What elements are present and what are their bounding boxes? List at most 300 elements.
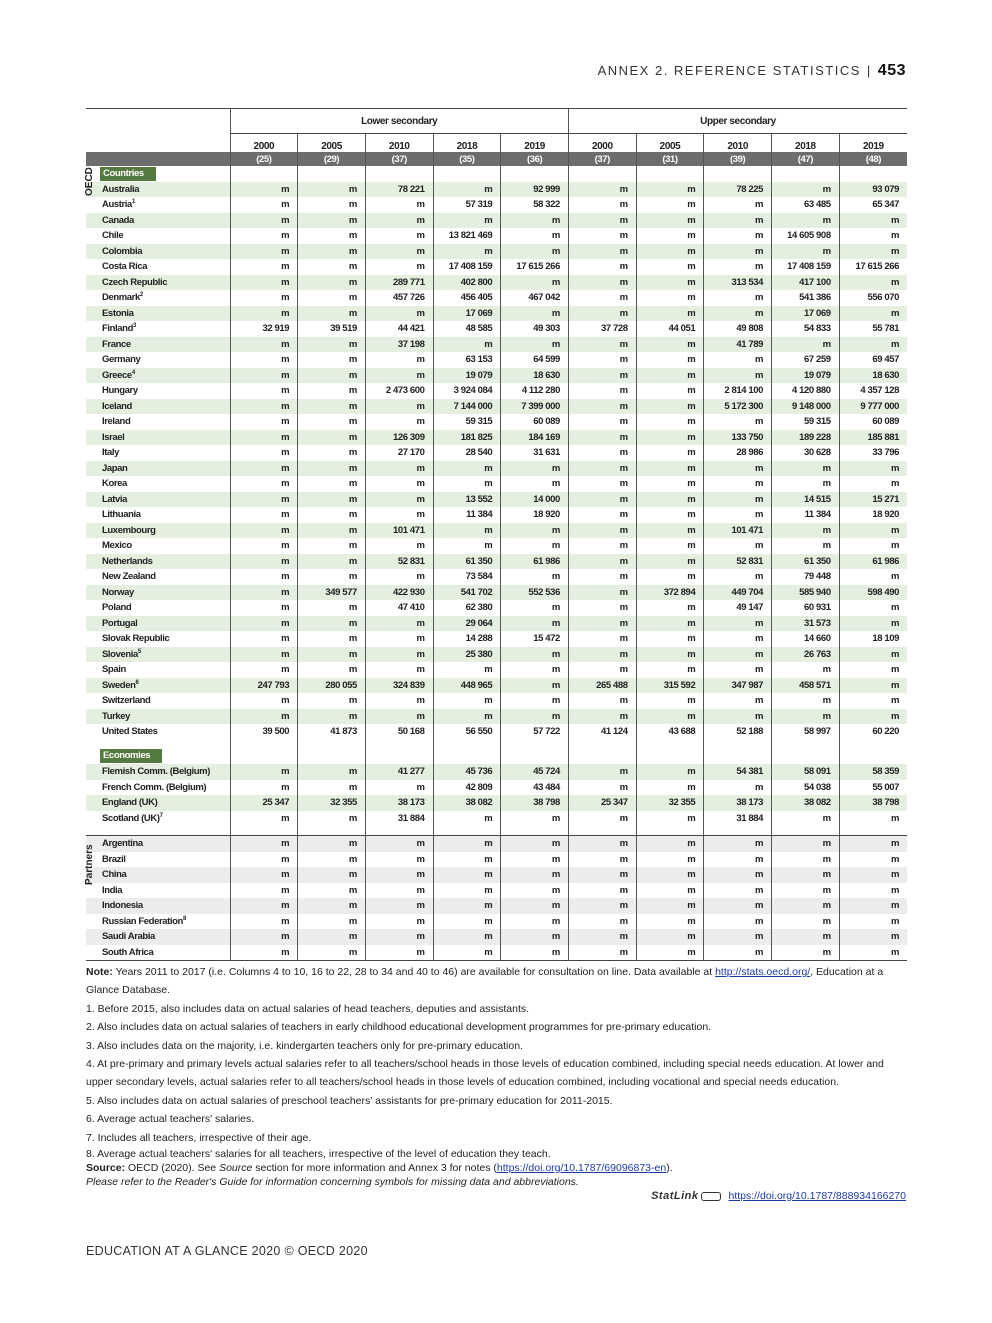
data-cell: m — [501, 244, 569, 260]
data-cell: 49 147 — [704, 600, 772, 616]
data-cell: m — [365, 693, 433, 709]
data-cell: 101 471 — [365, 523, 433, 539]
data-cell: 101 471 — [704, 523, 772, 539]
data-cell: 38 082 — [772, 795, 840, 811]
data-cell: m — [501, 883, 569, 899]
footnote: 4. At pre-primary and primary levels actual salaries refer to all teachers/school heads in those levels of education combined, including special needs education. At lower and upper secondary levels, actual salaries refer to all teachers/school heads in those levels of education combined, including vocational and special needs education. — [86, 1058, 884, 1089]
row-label: Flemish Comm. (Belgium) — [86, 764, 230, 780]
data-cell: m — [433, 213, 501, 229]
data-cell: m — [704, 929, 772, 945]
year-header: 2018 — [772, 134, 840, 153]
data-cell: m — [501, 929, 569, 945]
data-cell: m — [772, 244, 840, 260]
data-cell: m — [365, 647, 433, 663]
data-cell: m — [772, 709, 840, 725]
table-row — [86, 306, 907, 322]
data-cell: 2 473 600 — [365, 383, 433, 399]
table-row — [86, 414, 907, 430]
data-cell: 52 188 — [704, 724, 772, 740]
table-row — [86, 585, 907, 601]
data-cell: 184 169 — [501, 430, 569, 446]
data-cell: m — [839, 275, 907, 291]
header-separator: | — [866, 63, 872, 78]
data-cell: m — [298, 709, 366, 725]
data-cell: 541 386 — [772, 290, 840, 306]
data-cell: m — [230, 554, 298, 570]
data-cell: m — [636, 197, 704, 213]
data-cell: m — [433, 538, 501, 554]
row-label: China — [86, 867, 230, 883]
data-cell: m — [568, 616, 636, 632]
data-cell: m — [298, 290, 366, 306]
data-cell: m — [230, 244, 298, 260]
row-label: French Comm. (Belgium) — [102, 781, 207, 793]
data-cell: 56 550 — [433, 724, 501, 740]
data-cell: 9 777 000 — [839, 399, 907, 415]
data-cell: 45 724 — [501, 764, 569, 780]
data-cell: m — [365, 368, 433, 384]
data-cell: m — [230, 275, 298, 291]
data-cell: 58 997 — [772, 724, 840, 740]
data-cell: m — [230, 945, 298, 961]
data-cell: m — [433, 693, 501, 709]
data-cell: 42 809 — [433, 780, 501, 796]
row-label: Argentina — [86, 836, 230, 852]
data-cell: m — [772, 182, 840, 198]
table-row — [86, 244, 907, 260]
data-cell: m — [636, 914, 704, 930]
data-cell: m — [298, 852, 366, 868]
data-cell: m — [636, 811, 704, 827]
data-cell: m — [839, 616, 907, 632]
data-cell: m — [365, 867, 433, 883]
data-cell: 54 381 — [704, 764, 772, 780]
data-cell: 181 825 — [433, 430, 501, 446]
data-cell: 133 750 — [704, 430, 772, 446]
data-cell: m — [704, 228, 772, 244]
readers-guide-note: Please refer to the Reader's Guide for information concerning symbols for missing data and abbreviations. — [86, 1176, 579, 1189]
table-row — [86, 764, 907, 780]
data-cell: 280 055 — [298, 678, 366, 694]
data-cell: m — [772, 852, 840, 868]
data-cell: 63 153 — [433, 352, 501, 368]
data-cell: m — [365, 399, 433, 415]
data-cell: m — [636, 538, 704, 554]
data-cell: m — [298, 507, 366, 523]
data-cell: 18 630 — [501, 368, 569, 384]
row-label: India — [102, 884, 123, 896]
data-cell: m — [501, 811, 569, 827]
row-label: Lithuania — [102, 509, 141, 521]
data-cell: 347 987 — [704, 678, 772, 694]
data-cell: m — [230, 709, 298, 725]
data-cell: m — [230, 414, 298, 430]
data-cell: m — [365, 244, 433, 260]
data-cell: 14 000 — [501, 492, 569, 508]
data-cell: m — [365, 507, 433, 523]
data-cell: m — [704, 492, 772, 508]
statlink-url[interactable]: https://doi.org/10.1787/888934166270 — [728, 1190, 906, 1202]
data-cell: m — [433, 244, 501, 260]
column-code: (47) — [772, 152, 840, 166]
group-lower-secondary: Lower secondary — [230, 109, 568, 134]
data-cell: 38 173 — [365, 795, 433, 811]
data-cell: 11 384 — [772, 507, 840, 523]
data-cell: m — [772, 883, 840, 899]
data-cell: m — [501, 678, 569, 694]
table-row — [86, 259, 907, 275]
data-cell: m — [433, 523, 501, 539]
data-cell: m — [636, 945, 704, 961]
data-cell: m — [636, 867, 704, 883]
data-cell: 37 728 — [568, 321, 636, 337]
data-cell: m — [501, 898, 569, 914]
data-cell: m — [568, 213, 636, 229]
data-cell: 60 089 — [839, 414, 907, 430]
data-cell: m — [365, 213, 433, 229]
data-cell: 73 584 — [433, 569, 501, 585]
year-header: 2000 — [568, 134, 636, 153]
data-cell: m — [704, 709, 772, 725]
data-cell: m — [298, 352, 366, 368]
data-cell: m — [433, 811, 501, 827]
data-cell: m — [636, 492, 704, 508]
data-cell: m — [568, 476, 636, 492]
statlink-logo: StatLink — [651, 1190, 720, 1202]
data-cell: m — [636, 764, 704, 780]
data-cell: 32 919 — [230, 321, 298, 337]
data-cell: m — [230, 182, 298, 198]
data-cell: 185 881 — [839, 430, 907, 446]
data-cell: 13 821 469 — [433, 228, 501, 244]
data-cell: m — [704, 213, 772, 229]
data-cell: 92 999 — [501, 182, 569, 198]
data-cell: m — [568, 945, 636, 961]
row-label: Russian Federation$^8$ — [102, 915, 186, 927]
data-cell: m — [568, 399, 636, 415]
data-cell: m — [704, 461, 772, 477]
data-cell: m — [433, 898, 501, 914]
data-cell: 38 173 — [704, 795, 772, 811]
table-row — [86, 197, 907, 213]
data-cell: 63 485 — [772, 197, 840, 213]
data-cell: m — [365, 259, 433, 275]
data-cell: m — [568, 197, 636, 213]
table-row — [86, 368, 907, 384]
table-row — [86, 693, 907, 709]
row-label: Indonesia — [86, 898, 230, 914]
data-cell: m — [704, 569, 772, 585]
data-cell: m — [772, 538, 840, 554]
data-cell: m — [839, 337, 907, 353]
data-cell: 39 519 — [298, 321, 366, 337]
data-cell: m — [230, 213, 298, 229]
data-cell: m — [230, 883, 298, 899]
data-cell: m — [230, 197, 298, 213]
data-cell: m — [839, 693, 907, 709]
data-cell: 448 965 — [433, 678, 501, 694]
data-cell: m — [772, 213, 840, 229]
data-cell: m — [230, 616, 298, 632]
row-label: Slovenia$^5$ — [86, 647, 230, 663]
table-row — [86, 476, 907, 492]
table-row — [86, 523, 907, 539]
data-cell: m — [298, 414, 366, 430]
data-cell: 4 112 280 — [501, 383, 569, 399]
data-cell: m — [839, 244, 907, 260]
data-cell: m — [636, 898, 704, 914]
data-cell: m — [568, 352, 636, 368]
data-cell: m — [298, 811, 366, 827]
data-cell: m — [704, 290, 772, 306]
table-row — [86, 461, 907, 477]
data-cell: m — [230, 898, 298, 914]
data-cell: 48 585 — [433, 321, 501, 337]
source-paragraph: Source: OECD (2020). See Source section for more information and Annex 3 for notes (https://doi.org/10.1787/69096873-en). — [86, 1162, 673, 1175]
data-cell: 45 736 — [433, 764, 501, 780]
data-cell: 15 271 — [839, 492, 907, 508]
data-cell: m — [298, 647, 366, 663]
stats-link[interactable]: http://stats.oecd.org/ — [715, 966, 811, 978]
data-cell: m — [636, 368, 704, 384]
data-cell: m — [568, 764, 636, 780]
source-doi-link[interactable]: https://doi.org/10.1787/69096873-en — [496, 1162, 667, 1175]
column-code: (25) — [230, 152, 298, 166]
table-row — [86, 600, 907, 616]
data-cell: m — [230, 811, 298, 827]
data-cell: m — [230, 306, 298, 322]
data-cell: m — [501, 538, 569, 554]
data-cell: m — [365, 306, 433, 322]
data-cell: m — [298, 538, 366, 554]
data-cell: m — [298, 399, 366, 415]
data-cell: m — [568, 290, 636, 306]
data-cell: 39 500 — [230, 724, 298, 740]
data-cell: m — [501, 306, 569, 322]
data-cell: m — [230, 461, 298, 477]
data-cell: 60 220 — [839, 724, 907, 740]
data-cell: m — [230, 647, 298, 663]
data-cell: m — [839, 600, 907, 616]
salary-table — [86, 108, 907, 961]
data-cell: 18 920 — [839, 507, 907, 523]
data-cell: m — [230, 430, 298, 446]
table-row — [86, 182, 907, 198]
table-row — [86, 867, 907, 883]
year-header: 2005 — [636, 134, 704, 153]
data-cell: m — [230, 228, 298, 244]
data-cell: m — [365, 492, 433, 508]
data-cell: 17 615 266 — [501, 259, 569, 275]
data-cell: m — [704, 647, 772, 663]
table-row — [86, 836, 907, 852]
row-label: Ireland — [102, 416, 131, 428]
data-cell: m — [568, 182, 636, 198]
data-cell: m — [298, 616, 366, 632]
data-cell: m — [365, 945, 433, 961]
data-cell: 18 109 — [839, 631, 907, 647]
data-cell: m — [365, 631, 433, 647]
data-cell: 31 631 — [501, 445, 569, 461]
salary-table-container — [86, 108, 907, 961]
data-cell: m — [636, 616, 704, 632]
data-cell: m — [230, 492, 298, 508]
data-cell: m — [365, 780, 433, 796]
data-cell: m — [433, 182, 501, 198]
data-cell: m — [568, 662, 636, 678]
table-row — [86, 883, 907, 899]
data-cell: m — [568, 631, 636, 647]
data-cell: 17 408 159 — [772, 259, 840, 275]
data-cell: m — [230, 368, 298, 384]
data-cell: 7 399 000 — [501, 399, 569, 415]
data-cell: 18 630 — [839, 368, 907, 384]
data-cell: m — [433, 461, 501, 477]
data-cell: m — [704, 898, 772, 914]
data-cell: m — [230, 259, 298, 275]
data-cell: 13 552 — [433, 492, 501, 508]
note-paragraph: Note: Years 2011 to 2017 (i.e. Columns 4 to 10, 16 to 22, 28 to 34 and 40 to 46) are available for consultation on line. Data available at http://stats.oecd.org/, Education at a Glance Database. — [86, 966, 884, 997]
data-cell: m — [433, 709, 501, 725]
data-cell: m — [230, 399, 298, 415]
data-cell: m — [839, 306, 907, 322]
data-cell: 62 380 — [433, 600, 501, 616]
data-cell: m — [365, 461, 433, 477]
data-cell: m — [230, 780, 298, 796]
data-cell: m — [298, 244, 366, 260]
row-label: Spain — [102, 664, 126, 676]
data-cell: m — [365, 228, 433, 244]
data-cell: 60 931 — [772, 600, 840, 616]
data-cell: m — [568, 430, 636, 446]
data-cell: m — [365, 476, 433, 492]
footnote: 3. Also includes data on the majority, i.e. kindergarten teachers only for pre-primary education. — [86, 1039, 523, 1052]
data-cell: m — [365, 197, 433, 213]
data-cell: m — [568, 275, 636, 291]
data-cell: m — [365, 929, 433, 945]
data-cell: m — [568, 368, 636, 384]
data-cell: m — [772, 811, 840, 827]
page-footer: EDUCATION AT A GLANCE 2020 © OECD 2020 — [86, 1244, 368, 1258]
data-cell: m — [839, 678, 907, 694]
data-cell: 27 170 — [365, 445, 433, 461]
data-cell: 49 808 — [704, 321, 772, 337]
column-code: (37) — [568, 152, 636, 166]
data-cell: m — [568, 898, 636, 914]
footnote: 2. Also includes data on actual salaries of teachers in early childhood educational development programmes for pre-primary education. — [86, 1021, 712, 1034]
data-cell: 55 007 — [839, 780, 907, 796]
data-cell: m — [365, 352, 433, 368]
data-cell: 55 781 — [839, 321, 907, 337]
table-row — [86, 228, 907, 244]
table-row — [86, 852, 907, 868]
data-cell: m — [568, 244, 636, 260]
data-cell: m — [636, 399, 704, 415]
data-cell: m — [298, 275, 366, 291]
data-cell: m — [433, 914, 501, 930]
data-cell: 67 259 — [772, 352, 840, 368]
data-cell: 37 198 — [365, 337, 433, 353]
section-row — [86, 749, 907, 765]
data-cell: m — [230, 337, 298, 353]
footnote: 8. Average actual teachers' salaries for all teachers, irrespective of the level of education they teach. — [86, 1148, 551, 1161]
oecd-side-label: OECD — [84, 167, 95, 196]
row-label: Australia — [86, 182, 230, 198]
data-cell: 17 069 — [433, 306, 501, 322]
data-cell: m — [230, 476, 298, 492]
data-cell: m — [433, 476, 501, 492]
data-cell: m — [230, 600, 298, 616]
data-cell: m — [230, 445, 298, 461]
data-cell: 32 355 — [636, 795, 704, 811]
data-cell: 69 457 — [839, 352, 907, 368]
data-cell: m — [298, 383, 366, 399]
data-cell: m — [772, 461, 840, 477]
data-cell: m — [365, 709, 433, 725]
row-label: Italy — [102, 447, 120, 459]
data-cell: 31 884 — [704, 811, 772, 827]
year-header: 2005 — [298, 134, 366, 153]
data-cell: m — [568, 507, 636, 523]
table-row — [86, 538, 907, 554]
data-cell: 5 172 300 — [704, 399, 772, 415]
section-label: Countries — [100, 167, 156, 181]
section-row — [86, 166, 907, 182]
notes-block — [86, 963, 907, 1189]
data-cell: 57 722 — [501, 724, 569, 740]
column-code: (35) — [433, 152, 501, 166]
data-cell: m — [839, 811, 907, 827]
data-cell: m — [636, 507, 704, 523]
data-cell: m — [568, 780, 636, 796]
table-row — [86, 337, 907, 353]
data-cell: m — [568, 883, 636, 899]
data-cell: m — [365, 662, 433, 678]
data-cell: m — [365, 852, 433, 868]
row-label: Saudi Arabia — [86, 929, 230, 945]
data-cell: m — [501, 337, 569, 353]
data-cell: m — [704, 616, 772, 632]
data-cell: m — [298, 554, 366, 570]
data-cell: m — [772, 693, 840, 709]
data-cell: m — [568, 554, 636, 570]
data-cell: 17 408 159 — [433, 259, 501, 275]
row-label: Netherlands — [86, 554, 230, 570]
statlink — [651, 1190, 906, 1202]
data-cell: m — [704, 836, 772, 852]
data-cell: 449 704 — [704, 585, 772, 601]
data-cell: m — [839, 914, 907, 930]
row-label: Iceland — [86, 399, 230, 415]
data-cell: 61 986 — [501, 554, 569, 570]
data-cell: m — [433, 337, 501, 353]
table-row — [86, 929, 907, 945]
data-cell: m — [298, 883, 366, 899]
year-header: 2010 — [704, 134, 772, 153]
data-cell: 58 322 — [501, 197, 569, 213]
data-cell: m — [298, 836, 366, 852]
row-label: Luxembourg — [86, 523, 230, 539]
data-cell: m — [636, 182, 704, 198]
data-cell: 422 930 — [365, 585, 433, 601]
data-cell: m — [298, 337, 366, 353]
data-cell: m — [772, 662, 840, 678]
data-cell: m — [230, 523, 298, 539]
data-cell: m — [636, 414, 704, 430]
data-cell: m — [636, 647, 704, 663]
data-cell: m — [568, 445, 636, 461]
data-cell: 19 079 — [772, 368, 840, 384]
